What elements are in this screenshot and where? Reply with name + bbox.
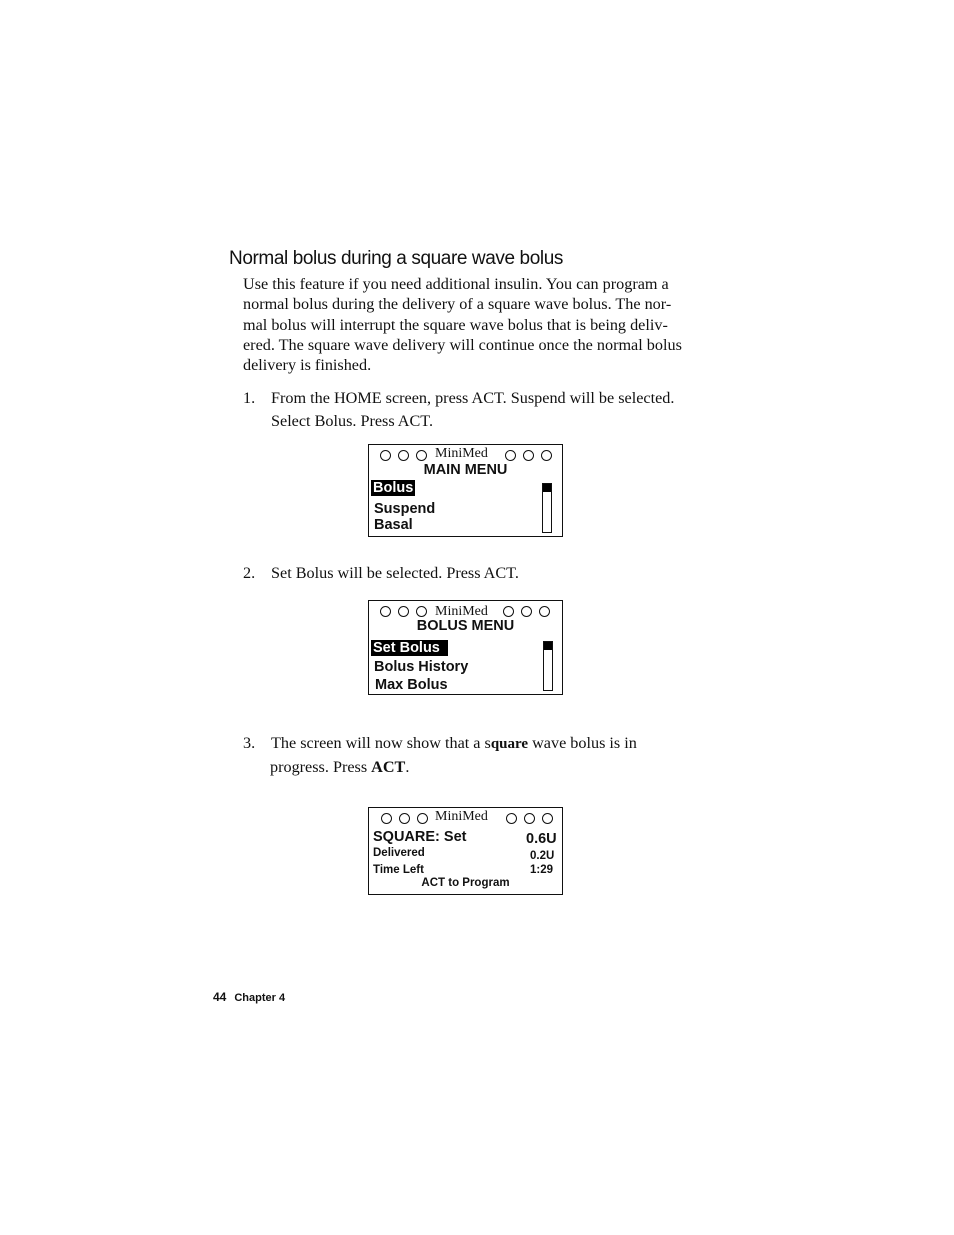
menu-item-suspend: Suspend <box>374 501 436 517</box>
indicator-circle-icon <box>541 450 552 461</box>
screen-title: MAIN MENU <box>423 462 508 478</box>
delivered-label: Delivered <box>373 847 425 859</box>
step-text: Set Bolus will be selected. Press ACT. <box>271 564 519 582</box>
indicator-circle-icon <box>417 813 428 824</box>
indicator-circle-icon <box>381 813 392 824</box>
indicator-circle-icon <box>524 813 535 824</box>
step-text: progress. Press ACT. <box>270 758 410 776</box>
screen-header <box>369 603 562 617</box>
intro-line: mal bolus will interrupt the square wave bolus that is being deliv- <box>243 315 668 334</box>
step-number: 2. <box>243 564 256 582</box>
intro-paragraph <box>243 274 718 375</box>
screen-header <box>369 447 562 461</box>
brand-label: MiniMed <box>435 604 488 619</box>
page-number: 44 <box>213 990 227 1004</box>
indicator-circle-icon <box>380 450 391 461</box>
scrollbar-thumb <box>544 642 552 650</box>
page-footer <box>213 990 285 1004</box>
menu-item-bolus-history: Bolus History <box>374 659 469 675</box>
intro-line: delivery is finished. <box>243 356 372 375</box>
time-left-label: Time Left <box>373 864 424 876</box>
screen-title: SQUARE: Set <box>373 829 467 845</box>
pump-screen-main-menu <box>368 444 563 537</box>
indicator-circle-icon <box>523 450 534 461</box>
screen-title: BOLUS MENU <box>416 618 515 634</box>
step-number: 1. <box>243 389 256 407</box>
act-prompt: ACT to Program <box>421 877 510 889</box>
indicator-circle-icon <box>380 606 391 617</box>
intro-line: normal bolus during the delivery of a square wave bolus. The nor- <box>243 295 672 314</box>
section-heading: Normal bolus during a square wave bolus <box>229 248 563 269</box>
indicator-circle-icon <box>503 606 514 617</box>
brand-label: MiniMed <box>435 446 488 461</box>
indicator-circle-icon <box>398 606 409 617</box>
pump-screen-square-status <box>368 807 563 895</box>
indicator-circle-icon <box>399 813 410 824</box>
indicator-circle-icon <box>506 813 517 824</box>
delivered-value: 0.2U <box>530 850 555 862</box>
step-text: From the HOME screen, press ACT. Suspend will be selected. <box>271 389 675 407</box>
indicator-circle-icon <box>398 450 409 461</box>
indicator-circle-icon <box>416 450 427 461</box>
menu-item-max-bolus: Max Bolus <box>375 677 448 693</box>
chapter-label: Chapter 4 <box>234 992 286 1004</box>
intro-line: Use this feature if you need additional insulin. You can program a <box>243 275 669 293</box>
scrollbar-thumb <box>543 484 551 492</box>
screen-header <box>369 810 562 824</box>
indicator-circle-icon <box>505 450 516 461</box>
time-left-value: 1:29 <box>530 864 554 876</box>
pump-screen-bolus-menu <box>368 600 563 695</box>
intro-line: ered. The square wave delivery will continue once the normal bolus <box>243 335 682 354</box>
scrollbar <box>543 641 553 691</box>
indicator-circle-icon <box>521 606 532 617</box>
indicator-circle-icon <box>542 813 553 824</box>
indicator-circle-icon <box>416 606 427 617</box>
brand-label: MiniMed <box>435 809 488 824</box>
step-number: 3. <box>243 734 256 752</box>
step-text: The screen will now show that a square wave bolus is in <box>271 734 637 752</box>
menu-item-bolus: Bolus <box>373 480 414 496</box>
scrollbar <box>542 483 552 533</box>
total-amount: 0.6U <box>526 831 557 847</box>
menu-item-basal: Basal <box>374 517 413 533</box>
indicator-circle-icon <box>539 606 550 617</box>
step-text: Select Bolus. Press ACT. <box>271 412 434 430</box>
menu-item-set-bolus: Set Bolus <box>371 640 448 656</box>
